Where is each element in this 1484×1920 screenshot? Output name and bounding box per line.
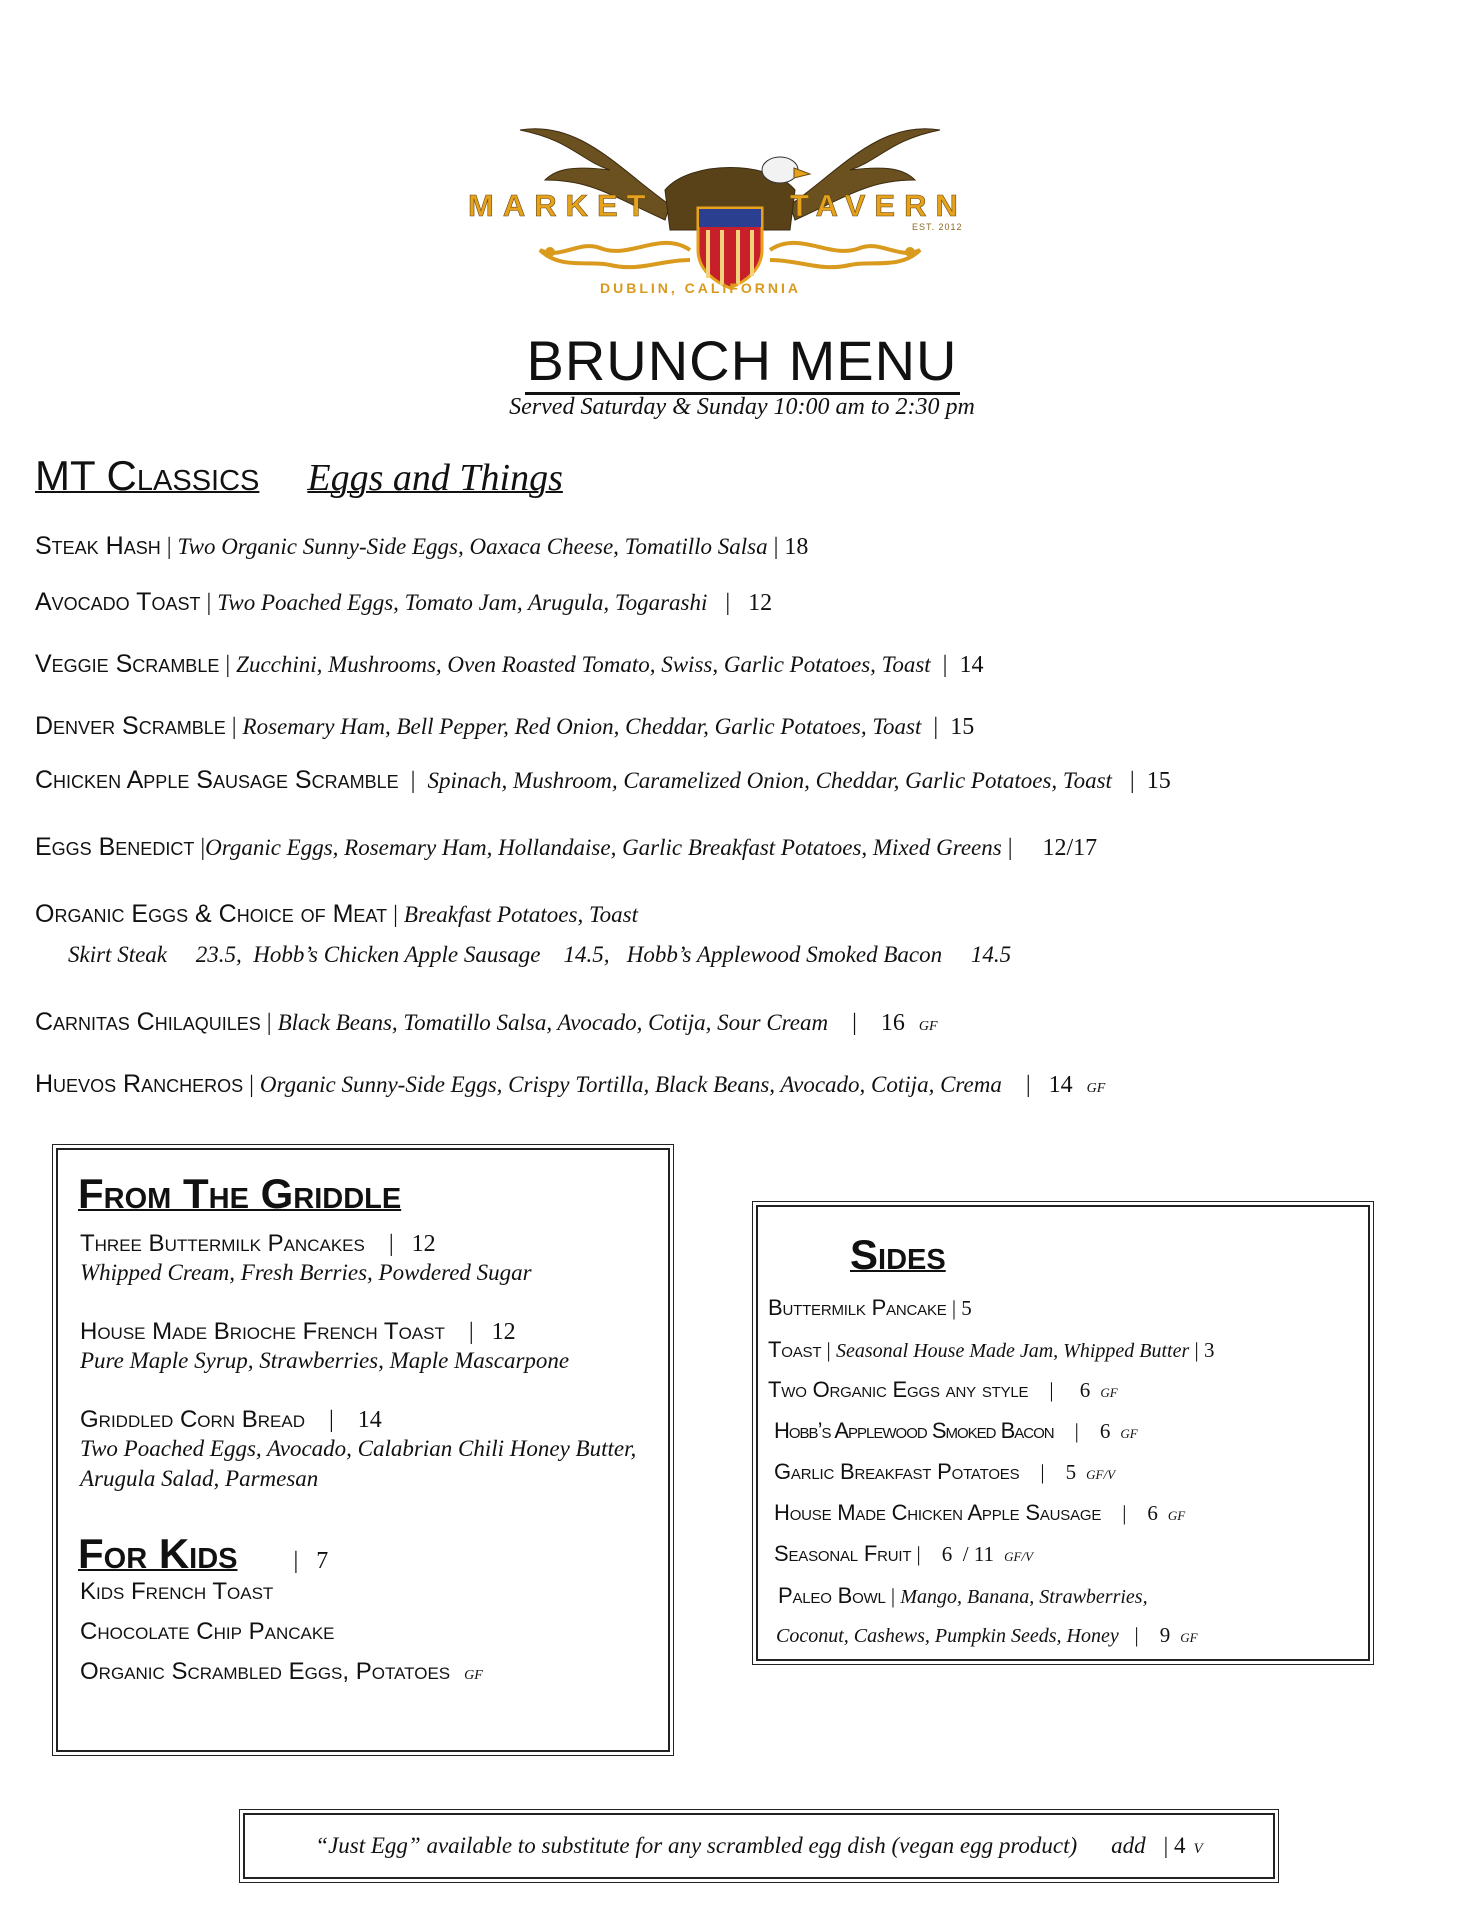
- menu-item-avocado-toast: [35, 588, 772, 617]
- item-name: Hobb’s Applewood Smoked Bacon: [774, 1418, 1054, 1443]
- logo-word-market: MARKET: [468, 188, 655, 223]
- gluten-free-tag: GF/V: [1004, 1549, 1033, 1564]
- classics-subtitle: Eggs and Things: [307, 457, 563, 499]
- menu-item-steak-hash: [35, 532, 808, 561]
- item-name: Kids French Toast: [80, 1578, 274, 1605]
- item-sep: |: [194, 835, 206, 861]
- item-name: Denver Scramble: [35, 712, 226, 740]
- item-price: | 6: [1028, 1378, 1091, 1402]
- item-name: Carnitas Chilaquiles: [35, 1008, 261, 1036]
- item-sep: |: [219, 652, 237, 678]
- served-hours: Served Saturday & Sunday 10:00 am to 2:30 pm: [509, 394, 975, 420]
- sides-item: [774, 1500, 1185, 1526]
- item-price: | 14: [930, 652, 984, 678]
- gluten-free-tag: GF: [918, 1019, 938, 1034]
- sides-box: [756, 1205, 1370, 1661]
- item-desc: Black Beans, Tomatillo Salsa, Avocado, Cotija, Sour Cream: [277, 1010, 829, 1035]
- item-desc: Zucchini, Mushrooms, Oven Roasted Tomato, Swiss, Garlic Potatoes, Toast: [236, 652, 931, 677]
- just-egg-note-box: [243, 1813, 1275, 1879]
- menu-item-carnitas-chilaquiles: [35, 1008, 938, 1037]
- gluten-free-tag: GF: [1180, 1630, 1198, 1645]
- kids-price: | 7: [293, 1548, 329, 1574]
- item-desc: Two Poached Eggs, Avocado, Calabrian Chili Honey Butter,: [80, 1436, 637, 1461]
- item-price: | 15: [921, 714, 975, 740]
- item-price: | 12: [364, 1231, 436, 1257]
- sides-item-paleo-bowl: Paleo Bowl | Mango, Banana, Strawberries,: [778, 1583, 1148, 1608]
- item-name: Steak Hash: [35, 532, 161, 560]
- item-price: | 5: [1019, 1460, 1077, 1484]
- item-name: Two Organic Eggs any style: [768, 1377, 1029, 1402]
- item-desc: Two Organic Sunny-Side Eggs, Oaxaca Cheese, Tomatillo Salsa: [177, 534, 768, 559]
- griddle-item-pancakes: [80, 1230, 532, 1288]
- item-name: House Made Brioche French Toast: [80, 1318, 445, 1345]
- item-name: House Made Chicken Apple Sausage: [774, 1500, 1102, 1525]
- item-sep: |: [398, 768, 428, 794]
- item-price: | 16: [828, 1010, 905, 1036]
- item-price: | 5: [946, 1296, 972, 1320]
- kids-item: [80, 1658, 483, 1686]
- item-desc: Two Poached Eggs, Tomato Jam, Arugula, Togarashi: [217, 590, 708, 615]
- item-name: Seasonal Fruit: [774, 1541, 912, 1566]
- sides-heading: Sides: [850, 1231, 946, 1278]
- item-desc-cont: Arugula Salad, Parmesan: [80, 1466, 319, 1491]
- item-price: | 12: [444, 1319, 516, 1345]
- logo-word-tavern: TAVERN: [790, 188, 967, 223]
- sides-item-paleo-cont: [776, 1623, 1198, 1648]
- item-name: Three Buttermilk Pancakes: [80, 1230, 365, 1257]
- item-name: Toast: [768, 1337, 822, 1362]
- menu-item-veggie-scramble: [35, 650, 983, 679]
- item-price: | 18: [767, 534, 809, 560]
- item-name: Chicken Apple Sausage Scramble: [35, 766, 399, 794]
- item-name: Buttermilk Pancake: [768, 1295, 947, 1320]
- gluten-free-tag: GF: [1167, 1508, 1186, 1523]
- menu-item-huevos-rancheros: [35, 1070, 1105, 1099]
- gluten-free-tag: GF: [1120, 1426, 1138, 1441]
- kids-heading: For Kids: [78, 1530, 238, 1577]
- sides-item: [774, 1541, 1033, 1567]
- item-sep: |: [387, 902, 404, 928]
- sides-item: [768, 1377, 1118, 1403]
- item-desc: Whipped Cream, Fresh Berries, Powdered Sugar: [80, 1260, 532, 1285]
- item-price: | 14: [1001, 1072, 1073, 1098]
- item-price: | 9: [1118, 1623, 1171, 1647]
- item-desc: Organic Eggs, Rosemary Ham, Hollandaise, Garlic Breakfast Potatoes, Mixed Greens: [205, 835, 1002, 860]
- item-name: Organic Eggs & Choice of Meat: [35, 900, 388, 928]
- menu-item-eggs-benedict: [35, 833, 1097, 862]
- item-name: Chocolate Chip Pancake: [80, 1618, 335, 1645]
- logo-est: EST. 2012: [912, 222, 963, 232]
- griddle-item-corn-bread: [80, 1406, 636, 1494]
- menu-title-text: BRUNCH MENU: [525, 329, 960, 395]
- item-name: Veggie Scramble: [35, 650, 220, 678]
- classics-heading: [35, 452, 563, 500]
- classics-title: MT Classics: [35, 452, 260, 499]
- vegan-tag: V: [1193, 1841, 1203, 1857]
- item-price: | 3: [1189, 1338, 1215, 1362]
- item-price: | 12: [707, 590, 773, 616]
- item-sep: |: [200, 590, 218, 616]
- menu-item-chicken-apple-sausage-scramble: [35, 766, 1171, 795]
- item-desc: Seasonal House Made Jam, Whipped Butter: [836, 1340, 1190, 1362]
- item-price: | 14: [304, 1407, 382, 1433]
- griddle-heading: From The Griddle: [78, 1170, 402, 1217]
- market-tavern-logo: [460, 110, 1000, 310]
- item-desc: Breakfast Potatoes, Toast: [403, 902, 638, 927]
- griddle-item-french-toast: [80, 1318, 569, 1376]
- item-price: | 6 / 11: [911, 1542, 995, 1566]
- item-price: | 6: [1101, 1501, 1158, 1525]
- item-name: Griddled Corn Bread: [80, 1406, 305, 1433]
- item-desc-cont: Coconut, Cashews, Pumpkin Seeds, Honey: [776, 1625, 1119, 1647]
- note-add: add: [1111, 1833, 1146, 1858]
- item-price: | 12/17: [1001, 835, 1098, 861]
- just-egg-note: [245, 1833, 1273, 1859]
- item-price: | 15: [1111, 768, 1171, 794]
- item-sep: |: [243, 1072, 260, 1098]
- item-price: | 6: [1053, 1419, 1111, 1443]
- sides-item: [774, 1459, 1115, 1485]
- gluten-free-tag: GF/V: [1086, 1467, 1116, 1482]
- gluten-free-tag: GF: [464, 1668, 483, 1683]
- item-name: Huevos Rancheros: [35, 1070, 244, 1098]
- item-desc: Mango, Banana, Strawberries,: [900, 1586, 1148, 1608]
- meat-options: Skirt Steak 23.5, Hobb’s Chicken Apple Sausage 14.5, Hobb’s Applewood Smoked Bacon 14.5: [68, 942, 1012, 967]
- sides-item: [768, 1295, 972, 1321]
- item-name: Eggs Benedict: [35, 833, 195, 861]
- gluten-free-tag: GF: [1100, 1385, 1118, 1400]
- item-name: Paleo Bowl: [778, 1583, 886, 1608]
- item-desc: Spinach, Mushroom, Caramelized Onion, Cheddar, Garlic Potatoes, Toast: [427, 768, 1112, 793]
- item-name: Avocado Toast: [35, 588, 201, 616]
- item-sep: |: [160, 534, 178, 560]
- sides-item: [774, 1418, 1138, 1444]
- kids-item: [80, 1578, 273, 1606]
- item-sep: |: [260, 1010, 278, 1036]
- menu-title: [0, 328, 1484, 393]
- item-desc: Organic Sunny-Side Eggs, Crispy Tortilla, Black Beans, Avocado, Cotija, Crema: [259, 1072, 1002, 1097]
- gluten-free-tag: GF: [1086, 1081, 1106, 1096]
- menu-item-organic-eggs-meat: [35, 900, 638, 929]
- item-name: Garlic Breakfast Potatoes: [774, 1459, 1020, 1484]
- menu-item-denver-scramble: [35, 712, 974, 741]
- logo-city: DUBLIN, CALIFORNIA: [600, 280, 801, 296]
- note-text: “Just Egg” available to substitute for any scrambled egg dish (vegan egg product): [315, 1833, 1078, 1858]
- item-desc: Pure Maple Syrup, Strawberries, Maple Mascarpone: [80, 1348, 570, 1373]
- item-name: Organic Scrambled Eggs, Potatoes: [80, 1658, 451, 1685]
- sides-item: Toast | Seasonal House Made Jam, Whipped Butter | 3: [768, 1337, 1215, 1362]
- note-price: | 4: [1163, 1833, 1186, 1858]
- kids-heading-row: [78, 1530, 328, 1578]
- griddle-kids-box: [56, 1148, 670, 1752]
- item-desc: Rosemary Ham, Bell Pepper, Red Onion, Cheddar, Garlic Potatoes, Toast: [242, 714, 922, 739]
- item-sep: |: [225, 714, 243, 740]
- kids-item: [80, 1618, 335, 1646]
